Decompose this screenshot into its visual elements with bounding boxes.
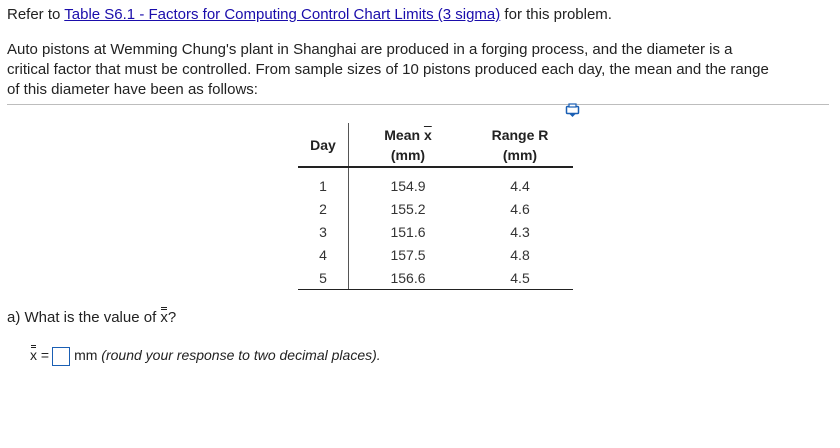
question-line	[7, 309, 176, 326]
header-range-label: Range R	[491, 126, 549, 143]
cell-range: 4.5	[467, 266, 573, 290]
header-range	[467, 123, 573, 167]
cell-mean: 156.6	[349, 266, 468, 290]
cell-range: 4.4	[510, 177, 530, 194]
cell-mean: 154.9	[390, 177, 426, 194]
header-mean	[349, 123, 468, 167]
header-mean-unit: (mm)	[390, 146, 426, 163]
table-row	[298, 243, 573, 266]
cell-day: 3	[298, 220, 349, 243]
header-range-unit: (mm)	[502, 146, 538, 163]
data-table	[298, 123, 573, 290]
cell-range: 4.6	[510, 200, 530, 217]
cell-day: 4	[298, 243, 349, 266]
cell-day: 1	[298, 167, 349, 197]
cell-mean: 151.6	[390, 223, 426, 240]
problem-line-3: of this diameter have been as follows:	[7, 81, 258, 98]
cell-day: 2	[298, 197, 349, 220]
section-divider	[7, 104, 829, 105]
answer-line	[30, 347, 381, 366]
table-reference-link[interactable]: Table S6.1 - Factors for Computing Control Chart Limits (3 sigma)	[64, 6, 501, 23]
problem-line-1: Auto pistons at Wemming Chung's plant in Shanghai are produced in a forging process, and the diameter is a	[7, 41, 733, 58]
question-prefix: a) What is the value of	[7, 309, 161, 326]
intro-line	[7, 6, 612, 23]
question-symbol: x	[160, 309, 168, 326]
intro-prefix: Refer to	[7, 6, 65, 23]
cell-mean: 155.2	[390, 200, 426, 217]
problem-line-2: critical factor that must be controlled. From sample sizes of 10 pistons produced each day, the mean and the range	[7, 61, 769, 78]
cell-range: 4.3	[510, 223, 530, 240]
header-day: Day	[298, 123, 349, 167]
header-mean-symbol: $\overline{x}$	[423, 126, 432, 143]
answer-equals: =	[37, 347, 50, 364]
table-row	[298, 220, 573, 243]
cell-mean: 157.5	[390, 246, 426, 263]
answer-input[interactable]	[52, 347, 70, 366]
table-row	[298, 197, 573, 220]
cell-day: 5	[298, 266, 349, 290]
clipboard-icon[interactable]	[565, 103, 580, 118]
table-row	[298, 266, 573, 290]
answer-unit: mm	[74, 347, 98, 364]
question-suffix: ?	[167, 309, 177, 326]
intro-suffix: for this problem.	[500, 6, 612, 23]
header-mean-label: Mean	[384, 126, 424, 143]
table-row	[298, 167, 573, 197]
answer-hint: (round your response to two decimal places).	[101, 347, 381, 364]
answer-symbol: x	[30, 347, 37, 364]
cell-range: 4.8	[510, 246, 530, 263]
table-header-row	[298, 123, 573, 167]
